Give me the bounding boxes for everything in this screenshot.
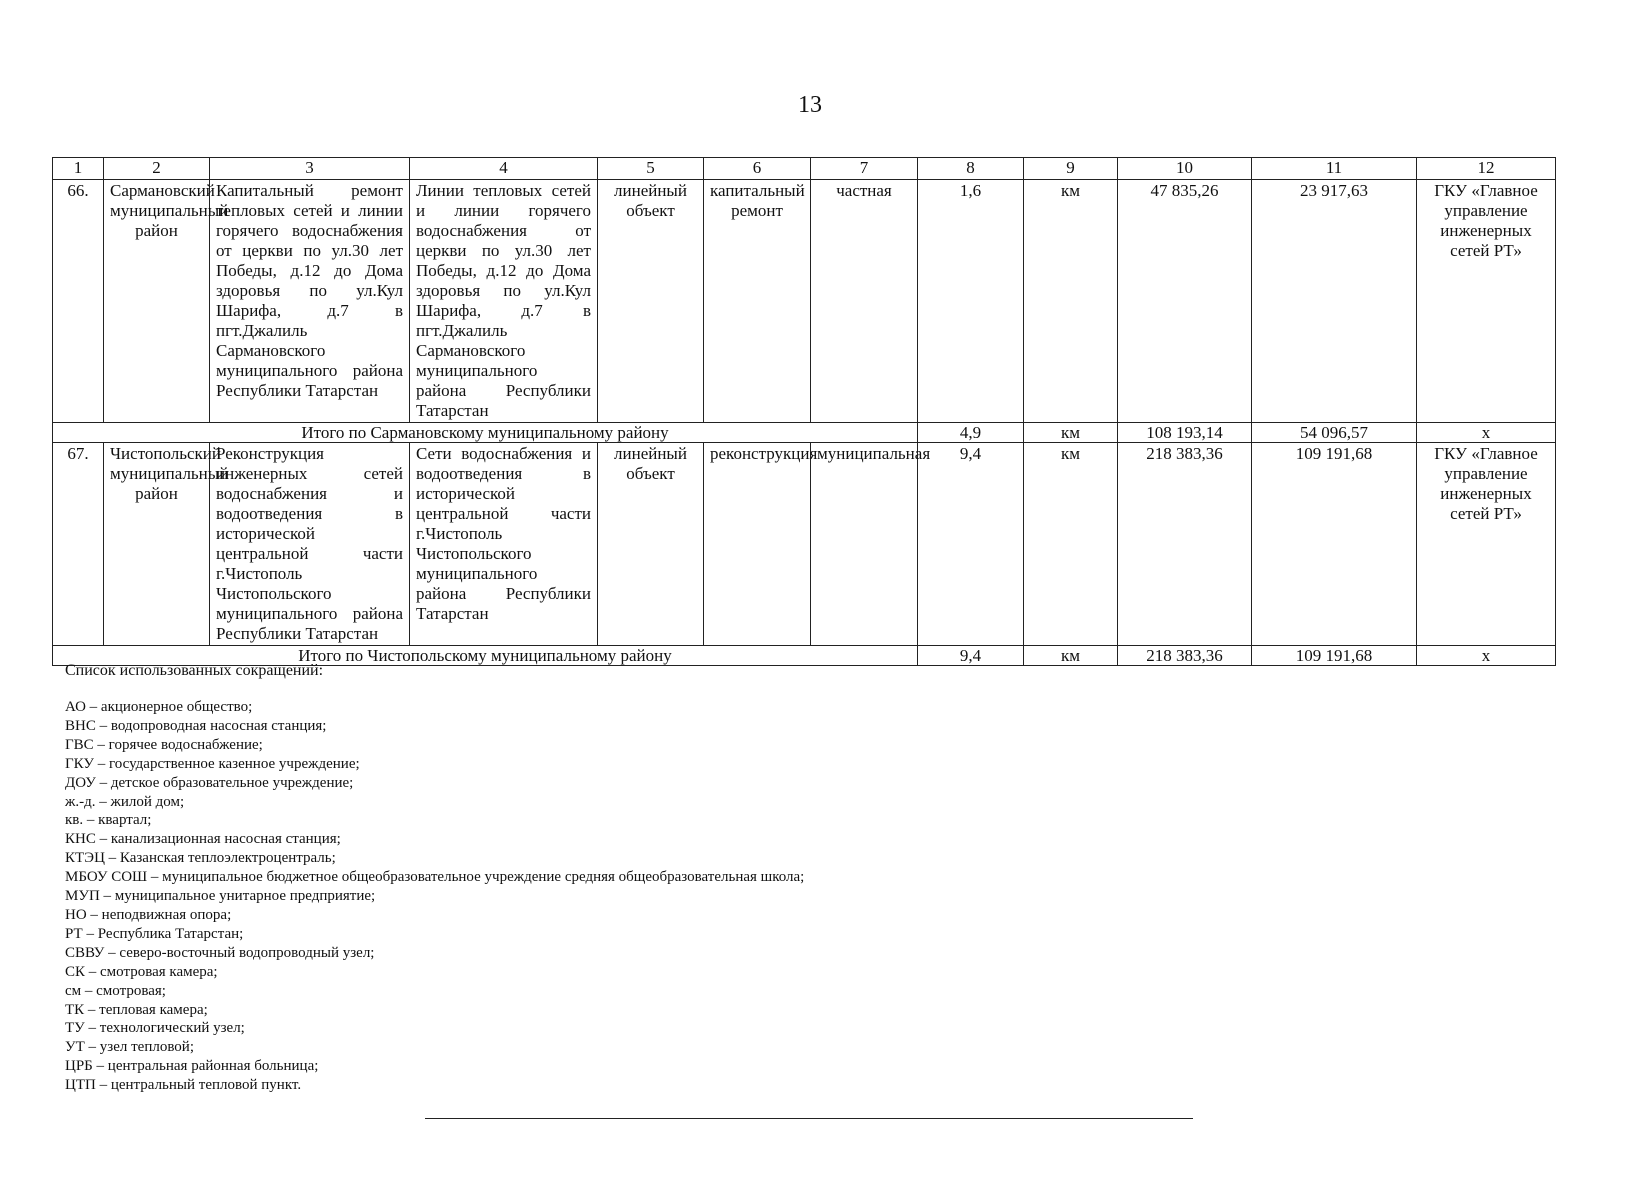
cost-total-cell: 218 383,36 — [1118, 443, 1252, 646]
cost-total-cell: 47 835,26 — [1118, 180, 1252, 423]
work-type-cell: реконструкция — [704, 443, 811, 646]
row-number: 67. — [53, 443, 104, 646]
unit-cell: км — [1024, 443, 1118, 646]
abbreviation-item: ЦРБ – центральная районная больница; — [65, 1058, 319, 1075]
abbreviations-list — [65, 698, 804, 1095]
abbreviation-item: НО – неподвижная опора; — [65, 906, 232, 923]
cost-budget-cell: 23 917,63 — [1252, 180, 1417, 423]
work-description-cell: Реконструкция инженерных сетей водоснабжения и водоотведения в исторической центральной части г.Чистополь Чистопольского муниципального района Республики Татарстан — [210, 443, 410, 646]
header-cell: 3 — [210, 158, 410, 180]
total-customer: х — [1417, 646, 1556, 666]
capacity-cell: 1,6 — [918, 180, 1024, 423]
abbreviation-item: МБОУ СОШ – муниципальное бюджетное общеобразовательное учреждение средняя общеобразовательная школа; — [65, 869, 805, 886]
total-row — [53, 423, 1556, 443]
header-cell: 5 — [598, 158, 704, 180]
customer-cell: ГКУ «Главное управление инженерных сетей РТ» — [1417, 180, 1556, 423]
abbreviation-item: см – смотровая; — [65, 982, 166, 999]
header-cell: 11 — [1252, 158, 1417, 180]
header-cell: 6 — [704, 158, 811, 180]
abbreviation-item: АО – акционерное общество; — [65, 699, 253, 715]
abbreviation-item: ВНС – водопроводная насосная станция; — [65, 717, 327, 734]
abbreviation-item: кв. – квартал; — [65, 812, 152, 829]
total-cost-budget: 54 096,57 — [1252, 423, 1417, 443]
abbreviation-item: УТ – узел тепловой; — [65, 1039, 195, 1056]
unit-cell: км — [1024, 180, 1118, 423]
object-type-cell: линейный объект — [598, 180, 704, 423]
header-cell: 10 — [1118, 158, 1252, 180]
abbreviation-item: ДОУ – детское образовательное учреждение; — [65, 774, 354, 791]
header-cell: 7 — [811, 158, 918, 180]
abbreviation-item: ж.-д. – жилой дом; — [65, 793, 185, 810]
header-cell: 1 — [53, 158, 104, 180]
abbreviation-item: ГВС – горячее водоснабжение; — [65, 736, 263, 753]
total-unit: км — [1024, 423, 1118, 443]
capacity-cell: 9,4 — [918, 443, 1024, 646]
ownership-cell: муниципальная — [811, 443, 918, 646]
header-cell: 8 — [918, 158, 1024, 180]
abbreviation-item: ТУ – технологический узел; — [65, 1020, 245, 1037]
total-cost-total: 218 383,36 — [1118, 646, 1252, 666]
total-label: Итого по Чистопольскому муниципальному району — [53, 646, 918, 666]
table-header-row — [53, 158, 1556, 180]
projects-table — [52, 157, 1556, 666]
row-number: 66. — [53, 180, 104, 423]
total-label: Итого по Сармановскому муниципальному району — [53, 423, 918, 443]
table-row — [53, 180, 1556, 423]
header-cell: 2 — [104, 158, 210, 180]
page-number: 13 — [798, 92, 822, 118]
signature-line — [425, 1118, 1193, 1119]
ownership-cell: частная — [811, 180, 918, 423]
work-type-cell: капитальный ремонт — [704, 180, 811, 423]
total-customer: х — [1417, 423, 1556, 443]
abbreviation-item: МУП – муниципальное унитарное предприятие; — [65, 888, 376, 905]
abbreviations-title: Список использованных сокращений: — [65, 662, 324, 679]
object-type-cell: линейный объект — [598, 443, 704, 646]
object-name-cell: Линии тепловых сетей и линии горячего водоснабжения от церкви по ул.30 лет Победы, д.12 до Дома здоровья по ул.Кул Шарифа, д.7 в пгт.Джалиль Сармановского муниципального района Республики Татарстан — [410, 180, 598, 423]
header-cell: 12 — [1417, 158, 1556, 180]
header-cell: 4 — [410, 158, 598, 180]
total-capacity: 4,9 — [918, 423, 1024, 443]
abbreviation-item: КТЭЦ – Казанская теплоэлектроцентраль; — [65, 850, 336, 867]
abbreviation-item: РТ – Республика Татарстан; — [65, 925, 244, 942]
work-description-cell: Капитальный ремонт тепловых сетей и линии горячего водоснабжения от церкви по ул.30 лет Победы, д.12 до Дома здоровья по ул.Кул Шарифа, д.7 в пгт.Джалиль Сармановского муниципального района Республики Татарстан — [210, 180, 410, 423]
abbreviation-item: СК – смотровая камера; — [65, 963, 218, 980]
abbreviation-item: КНС – канализационная насосная станция; — [65, 831, 341, 848]
abbreviation-item: ЦТП – центральный тепловой пункт. — [65, 1077, 302, 1094]
total-unit: км — [1024, 646, 1118, 666]
abbreviation-item: СВВУ – северо-восточный водопроводный узел; — [65, 944, 375, 961]
header-cell: 9 — [1024, 158, 1118, 180]
customer-cell: ГКУ «Главное управление инженерных сетей РТ» — [1417, 443, 1556, 646]
abbreviation-item: ГКУ – государственное казенное учреждение; — [65, 755, 360, 772]
district-cell: Чистопольский муниципальный район — [104, 443, 210, 646]
total-cost-total: 108 193,14 — [1118, 423, 1252, 443]
total-capacity: 9,4 — [918, 646, 1024, 666]
total-cost-budget: 109 191,68 — [1252, 646, 1417, 666]
abbreviation-item: ТК – тепловая камера; — [65, 1001, 208, 1018]
object-name-cell: Сети водоснабжения и водоотведения в исторической центральной части г.Чистополь Чистопольского муниципального района Республики Татарстан — [410, 443, 598, 646]
table-row — [53, 443, 1556, 646]
district-cell: Сармановский муниципальный район — [104, 180, 210, 423]
cost-budget-cell: 109 191,68 — [1252, 443, 1417, 646]
